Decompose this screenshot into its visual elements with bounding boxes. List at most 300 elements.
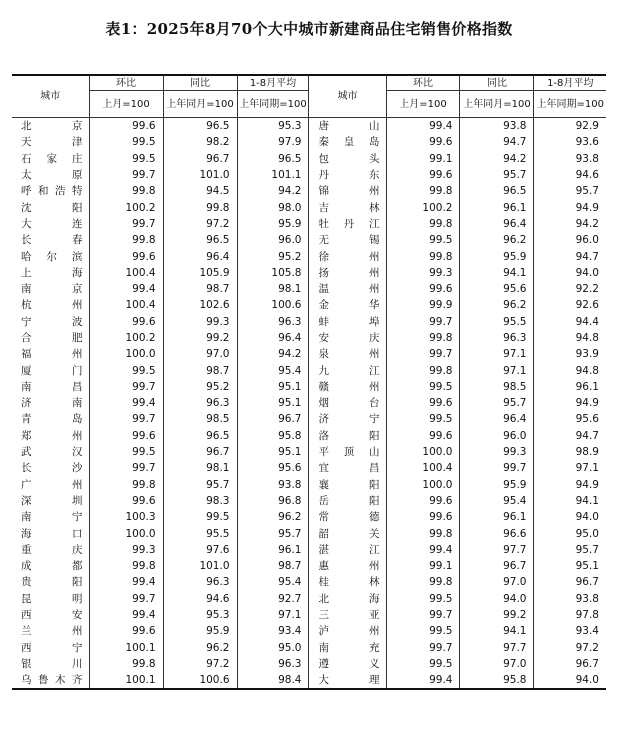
left-mom-cell: 99.8 (89, 477, 163, 493)
left-avg-cell: 95.1 (237, 395, 309, 411)
right-mom-cell: 99.6 (386, 509, 460, 525)
left-mom-cell: 99.8 (89, 656, 163, 672)
left-avg-cell: 95.7 (237, 525, 309, 541)
left-yoy-cell: 96.5 (163, 428, 237, 444)
left-city-cell: 大 连 (21, 217, 83, 230)
right-mom-cell: 99.7 (386, 346, 460, 362)
right-avg-cell: 95.1 (534, 558, 606, 574)
table-row (12, 216, 606, 232)
table-row (12, 118, 606, 135)
right-city-cell: 岳 阳 (309, 493, 386, 509)
right-yoy-cell: 99.3 (460, 444, 534, 460)
right-avg-cell: 96.1 (534, 379, 606, 395)
right-avg-cell: 96.7 (534, 574, 606, 590)
right-city-cell: 烟 台 (309, 395, 386, 411)
left-yoy-cell: 96.3 (163, 574, 237, 590)
left-mom-cell: 100.2 (89, 199, 163, 215)
left-yoy-cell: 96.5 (163, 232, 237, 248)
right-avg-cell: 94.6 (534, 167, 606, 183)
left-mom-cell: 99.6 (89, 314, 163, 330)
left-avg-cell: 96.5 (237, 151, 309, 167)
left-mom-cell: 100.1 (89, 640, 163, 656)
left-mom-cell: 100.4 (89, 265, 163, 281)
table-row (12, 411, 606, 427)
table-row (12, 232, 606, 248)
right-mom-cell: 99.5 (386, 232, 460, 248)
left-mom-cell: 99.4 (89, 607, 163, 623)
right-yoy-cell: 94.2 (460, 151, 534, 167)
right-mom-cell: 99.5 (386, 623, 460, 639)
left-avg-cell: 95.2 (237, 248, 309, 264)
right-yoy-cell: 95.4 (460, 493, 534, 509)
left-city-cell: 福 州 (21, 348, 83, 361)
left-yoy-cell: 99.8 (163, 199, 237, 215)
table-row (12, 265, 606, 281)
left-city-cell: 杭 州 (21, 299, 83, 312)
right-city-cell: 安 庆 (309, 330, 386, 346)
left-city-cell: 南 京 (21, 283, 83, 296)
left-mom-cell: 99.7 (89, 167, 163, 183)
header-city: 城市 (12, 75, 89, 118)
right-avg-cell: 97.8 (534, 607, 606, 623)
right-yoy-cell: 95.5 (460, 314, 534, 330)
right-city-cell: 金 华 (309, 297, 386, 313)
left-city-cell: 沈 阳 (21, 201, 83, 214)
right-avg-cell: 94.7 (534, 428, 606, 444)
right-mom-cell: 99.1 (386, 151, 460, 167)
left-city-cell: 青 岛 (21, 413, 83, 426)
left-city-cell: 南 宁 (21, 511, 83, 524)
right-city-cell: 桂 林 (309, 574, 386, 590)
left-yoy-cell: 94.5 (163, 183, 237, 199)
left-mom-cell: 99.4 (89, 281, 163, 297)
header-mom: 环比 (89, 75, 163, 91)
table-row (12, 183, 606, 199)
left-mom-cell: 99.4 (89, 574, 163, 590)
right-mom-cell: 99.6 (386, 428, 460, 444)
right-city-cell: 湛 江 (309, 542, 386, 558)
table-row (12, 509, 606, 525)
right-mom-cell: 100.0 (386, 444, 460, 460)
left-city-cell: 上 海 (21, 266, 83, 279)
right-yoy-cell: 96.7 (460, 558, 534, 574)
left-yoy-cell: 98.2 (163, 134, 237, 150)
right-city-cell: 济 宁 (309, 411, 386, 427)
left-avg-cell: 98.1 (237, 281, 309, 297)
right-city-cell: 九 江 (309, 362, 386, 378)
left-city-cell: 南 昌 (21, 380, 83, 393)
left-city-cell: 武 汉 (21, 446, 83, 459)
left-city-cell: 贵 阳 (21, 576, 83, 589)
right-mom-cell: 99.7 (386, 607, 460, 623)
left-yoy-cell: 96.4 (163, 248, 237, 264)
right-mom-cell: 100.0 (386, 477, 460, 493)
left-yoy-cell: 96.5 (163, 118, 237, 135)
table-row (12, 248, 606, 264)
left-yoy-cell: 101.0 (163, 558, 237, 574)
left-mom-cell: 99.8 (89, 183, 163, 199)
left-city-cell: 石家庄 (21, 152, 83, 165)
table-row (12, 134, 606, 150)
left-mom-cell: 99.8 (89, 558, 163, 574)
right-mom-cell: 99.1 (386, 558, 460, 574)
right-yoy-cell: 95.6 (460, 281, 534, 297)
right-avg-cell: 97.1 (534, 460, 606, 476)
left-yoy-cell: 97.0 (163, 346, 237, 362)
left-avg-cell: 98.0 (237, 199, 309, 215)
table-title: 表1：2025年8月70个大中城市新建商品住宅销售价格指数 (105, 20, 513, 38)
left-city-cell: 宁 波 (21, 315, 83, 328)
right-avg-cell: 96.7 (534, 656, 606, 672)
right-mom-cell: 99.4 (386, 118, 460, 135)
left-yoy-cell: 105.9 (163, 265, 237, 281)
left-city-cell: 乌鲁木齐 (12, 672, 89, 689)
table-header (12, 75, 606, 118)
right-city-cell: 平顶山 (309, 444, 386, 460)
right-avg-cell: 93.8 (534, 591, 606, 607)
left-avg-cell: 96.1 (237, 542, 309, 558)
right-avg-cell: 94.0 (534, 509, 606, 525)
right-mom-cell: 99.5 (386, 656, 460, 672)
left-avg-cell: 97.9 (237, 134, 309, 150)
left-avg-cell: 105.8 (237, 265, 309, 281)
right-avg-cell: 92.2 (534, 281, 606, 297)
right-yoy-cell: 99.2 (460, 607, 534, 623)
header-mom-right: 环比 (386, 75, 460, 91)
left-mom-cell: 100.2 (89, 330, 163, 346)
right-city-cell: 洛 阳 (309, 428, 386, 444)
right-yoy-cell: 95.9 (460, 248, 534, 264)
left-avg-cell: 95.6 (237, 460, 309, 476)
left-yoy-cell: 95.9 (163, 623, 237, 639)
left-city-cell: 深 圳 (21, 494, 83, 507)
right-city-cell: 赣 州 (309, 379, 386, 395)
right-mom-cell: 99.8 (386, 330, 460, 346)
right-mom-cell: 99.8 (386, 183, 460, 199)
right-city-cell: 吉 林 (309, 199, 386, 215)
left-yoy-cell: 99.3 (163, 314, 237, 330)
header-city-right: 城市 (309, 75, 386, 118)
left-yoy-cell: 97.6 (163, 542, 237, 558)
right-city-cell: 秦皇岛 (309, 134, 386, 150)
table-row (12, 591, 606, 607)
right-city-cell: 包 头 (309, 151, 386, 167)
right-city-cell: 蚌 埠 (309, 314, 386, 330)
right-yoy-cell: 93.8 (460, 118, 534, 135)
left-city-cell: 天 津 (21, 136, 83, 149)
left-avg-cell: 93.8 (237, 477, 309, 493)
left-city-cell: 郑 州 (21, 429, 83, 442)
right-yoy-cell: 96.4 (460, 216, 534, 232)
right-mom-cell: 99.6 (386, 281, 460, 297)
right-mom-cell: 99.6 (386, 395, 460, 411)
right-city-cell: 北 海 (309, 591, 386, 607)
right-city-cell: 宜 昌 (309, 460, 386, 476)
right-yoy-cell: 96.6 (460, 525, 534, 541)
right-mom-cell: 99.4 (386, 542, 460, 558)
left-mom-cell: 99.8 (89, 232, 163, 248)
left-mom-cell: 99.4 (89, 395, 163, 411)
left-mom-cell: 99.6 (89, 493, 163, 509)
right-mom-cell: 99.6 (386, 134, 460, 150)
left-yoy-cell: 95.7 (163, 477, 237, 493)
header-avg: 1-8月平均 (237, 75, 309, 91)
left-avg-cell: 92.7 (237, 591, 309, 607)
left-avg-cell: 96.4 (237, 330, 309, 346)
table-row (12, 314, 606, 330)
right-yoy-cell: 96.2 (460, 232, 534, 248)
left-mom-cell: 100.4 (89, 297, 163, 313)
right-mom-cell: 99.8 (386, 216, 460, 232)
left-yoy-cell: 98.7 (163, 362, 237, 378)
left-mom-cell: 100.3 (89, 509, 163, 525)
left-yoy-cell: 96.3 (163, 395, 237, 411)
table-body (12, 118, 606, 690)
left-avg-cell: 95.1 (237, 444, 309, 460)
table-row (12, 477, 606, 493)
left-avg-cell: 98.4 (237, 672, 309, 689)
left-city-cell: 长 沙 (21, 462, 83, 475)
left-city-cell: 呼和浩特 (21, 185, 83, 198)
left-yoy-cell: 99.5 (163, 509, 237, 525)
right-yoy-cell: 94.7 (460, 134, 534, 150)
right-avg-cell: 92.6 (534, 297, 606, 313)
left-city-cell: 昆 明 (21, 592, 83, 605)
right-mom-cell: 99.6 (386, 167, 460, 183)
left-avg-cell: 93.4 (237, 623, 309, 639)
table-row (12, 428, 606, 444)
table-row (12, 444, 606, 460)
left-yoy-cell: 100.6 (163, 672, 237, 689)
right-avg-cell: 97.2 (534, 640, 606, 656)
right-avg-cell: 95.7 (534, 183, 606, 199)
right-yoy-cell: 99.7 (460, 460, 534, 476)
left-mom-cell: 100.1 (89, 672, 163, 689)
right-yoy-cell: 96.2 (460, 297, 534, 313)
table-row (12, 395, 606, 411)
right-city-cell: 三 亚 (309, 607, 386, 623)
right-avg-cell: 93.9 (534, 346, 606, 362)
table-row (12, 460, 606, 476)
right-avg-cell: 94.2 (534, 216, 606, 232)
left-mom-cell: 99.7 (89, 460, 163, 476)
left-mom-cell: 99.6 (89, 248, 163, 264)
right-avg-cell: 94.0 (534, 265, 606, 281)
right-city-cell: 锦 州 (309, 183, 386, 199)
header-yoy: 同比 (163, 75, 237, 91)
right-mom-cell: 99.7 (386, 314, 460, 330)
right-yoy-cell: 94.1 (460, 623, 534, 639)
right-avg-cell: 94.0 (534, 672, 606, 689)
left-yoy-cell: 95.2 (163, 379, 237, 395)
table-row (12, 330, 606, 346)
right-yoy-cell: 97.0 (460, 574, 534, 590)
table-row (12, 672, 606, 689)
left-avg-cell: 95.8 (237, 428, 309, 444)
right-city-cell: 大 理 (309, 672, 386, 689)
left-mom-cell: 99.5 (89, 134, 163, 150)
right-mom-cell: 99.6 (386, 493, 460, 509)
right-yoy-cell: 95.8 (460, 672, 534, 689)
right-yoy-cell: 96.1 (460, 199, 534, 215)
left-city-cell: 西 宁 (21, 641, 83, 654)
left-yoy-cell: 99.2 (163, 330, 237, 346)
right-mom-cell: 100.4 (386, 460, 460, 476)
right-yoy-cell: 97.1 (460, 362, 534, 378)
right-avg-cell: 94.4 (534, 314, 606, 330)
right-yoy-cell: 97.7 (460, 542, 534, 558)
left-city-cell: 北 京 (21, 120, 83, 133)
header-avg-base-right: 上年同期=100 (534, 91, 606, 118)
left-avg-cell: 96.3 (237, 314, 309, 330)
table-row (12, 151, 606, 167)
right-yoy-cell: 95.9 (460, 477, 534, 493)
right-city-cell: 惠 州 (309, 558, 386, 574)
right-mom-cell: 99.8 (386, 525, 460, 541)
table-row (12, 493, 606, 509)
left-mom-cell: 100.0 (89, 346, 163, 362)
left-avg-cell: 96.7 (237, 411, 309, 427)
table-row (12, 362, 606, 378)
left-yoy-cell: 98.5 (163, 411, 237, 427)
left-avg-cell: 94.2 (237, 183, 309, 199)
right-avg-cell: 98.9 (534, 444, 606, 460)
right-avg-cell: 94.8 (534, 330, 606, 346)
left-city-cell: 厦 门 (21, 364, 83, 377)
left-city-cell: 济 南 (21, 397, 83, 410)
left-avg-cell: 94.2 (237, 346, 309, 362)
header-mom-base-right: 上月=100 (386, 91, 460, 118)
left-mom-cell: 99.3 (89, 542, 163, 558)
table-row (12, 379, 606, 395)
right-mom-cell: 99.5 (386, 379, 460, 395)
right-avg-cell: 95.0 (534, 525, 606, 541)
left-avg-cell: 95.4 (237, 362, 309, 378)
right-yoy-cell: 98.5 (460, 379, 534, 395)
left-mom-cell: 99.6 (89, 118, 163, 135)
left-avg-cell: 95.4 (237, 574, 309, 590)
left-yoy-cell: 95.5 (163, 525, 237, 541)
right-avg-cell: 95.6 (534, 411, 606, 427)
left-mom-cell: 99.6 (89, 623, 163, 639)
left-city-cell: 长 春 (21, 234, 83, 247)
right-city-cell: 泸 州 (309, 623, 386, 639)
right-city-cell: 丹 东 (309, 167, 386, 183)
left-avg-cell: 96.2 (237, 509, 309, 525)
left-avg-cell: 101.1 (237, 167, 309, 183)
right-city-cell: 遵 义 (309, 656, 386, 672)
left-mom-cell: 99.6 (89, 428, 163, 444)
left-city-cell: 哈尔滨 (21, 250, 83, 263)
left-yoy-cell: 97.2 (163, 656, 237, 672)
left-city-cell: 银 川 (21, 657, 83, 670)
table-row (12, 640, 606, 656)
left-mom-cell: 99.7 (89, 411, 163, 427)
left-avg-cell: 95.3 (237, 118, 309, 135)
left-yoy-cell: 96.7 (163, 444, 237, 460)
left-city-cell: 广 州 (21, 478, 83, 491)
right-city-cell: 徐 州 (309, 248, 386, 264)
right-avg-cell: 94.9 (534, 395, 606, 411)
left-yoy-cell: 95.3 (163, 607, 237, 623)
table-row (12, 281, 606, 297)
price-index-table (12, 74, 606, 690)
left-city-cell: 成 都 (21, 560, 83, 573)
left-yoy-cell: 98.1 (163, 460, 237, 476)
left-avg-cell: 95.9 (237, 216, 309, 232)
left-yoy-cell: 97.2 (163, 216, 237, 232)
left-city-cell: 太 原 (21, 169, 83, 182)
table-row (12, 558, 606, 574)
right-yoy-cell: 96.0 (460, 428, 534, 444)
left-yoy-cell: 98.3 (163, 493, 237, 509)
right-city-cell: 南 充 (309, 640, 386, 656)
table-row (12, 167, 606, 183)
right-yoy-cell: 97.0 (460, 656, 534, 672)
left-avg-cell: 98.7 (237, 558, 309, 574)
table-row (12, 574, 606, 590)
header-yoy-right: 同比 (460, 75, 534, 91)
table-row (12, 542, 606, 558)
right-yoy-cell: 95.7 (460, 395, 534, 411)
right-avg-cell: 92.9 (534, 118, 606, 135)
right-yoy-cell: 97.7 (460, 640, 534, 656)
right-mom-cell: 99.8 (386, 248, 460, 264)
left-avg-cell: 97.1 (237, 607, 309, 623)
right-city-cell: 无 锡 (309, 232, 386, 248)
left-avg-cell: 96.3 (237, 656, 309, 672)
right-mom-cell: 99.8 (386, 574, 460, 590)
right-city-cell: 唐 山 (309, 118, 386, 135)
left-city-cell: 重 庆 (21, 543, 83, 556)
right-city-cell: 韶 关 (309, 525, 386, 541)
right-avg-cell: 94.1 (534, 493, 606, 509)
left-mom-cell: 99.5 (89, 362, 163, 378)
right-mom-cell: 99.7 (386, 640, 460, 656)
right-yoy-cell: 95.7 (460, 167, 534, 183)
header-mom-base: 上月=100 (89, 91, 163, 118)
header-yoy-base: 上年同月=100 (163, 91, 237, 118)
table-row (12, 346, 606, 362)
right-yoy-cell: 96.3 (460, 330, 534, 346)
left-avg-cell: 100.6 (237, 297, 309, 313)
left-mom-cell: 99.5 (89, 151, 163, 167)
right-city-cell: 泉 州 (309, 346, 386, 362)
table-row (12, 656, 606, 672)
right-avg-cell: 94.9 (534, 477, 606, 493)
right-mom-cell: 99.4 (386, 672, 460, 689)
header-avg-base: 上年同期=100 (237, 91, 309, 118)
right-city-cell: 牡丹江 (309, 216, 386, 232)
right-city-cell: 扬 州 (309, 265, 386, 281)
header-avg-right: 1-8月平均 (534, 75, 606, 91)
left-yoy-cell: 94.6 (163, 591, 237, 607)
right-avg-cell: 93.8 (534, 151, 606, 167)
right-mom-cell: 99.5 (386, 591, 460, 607)
left-city-cell: 海 口 (21, 527, 83, 540)
right-mom-cell: 99.3 (386, 265, 460, 281)
left-yoy-cell: 102.6 (163, 297, 237, 313)
right-yoy-cell: 94.1 (460, 265, 534, 281)
right-mom-cell: 99.8 (386, 362, 460, 378)
left-city-cell: 兰 州 (21, 625, 83, 638)
table-row (12, 607, 606, 623)
table-row (12, 525, 606, 541)
right-avg-cell: 94.8 (534, 362, 606, 378)
price-index-table-container (12, 74, 606, 690)
left-mom-cell: 99.5 (89, 444, 163, 460)
header-yoy-base-right: 上年同月=100 (460, 91, 534, 118)
